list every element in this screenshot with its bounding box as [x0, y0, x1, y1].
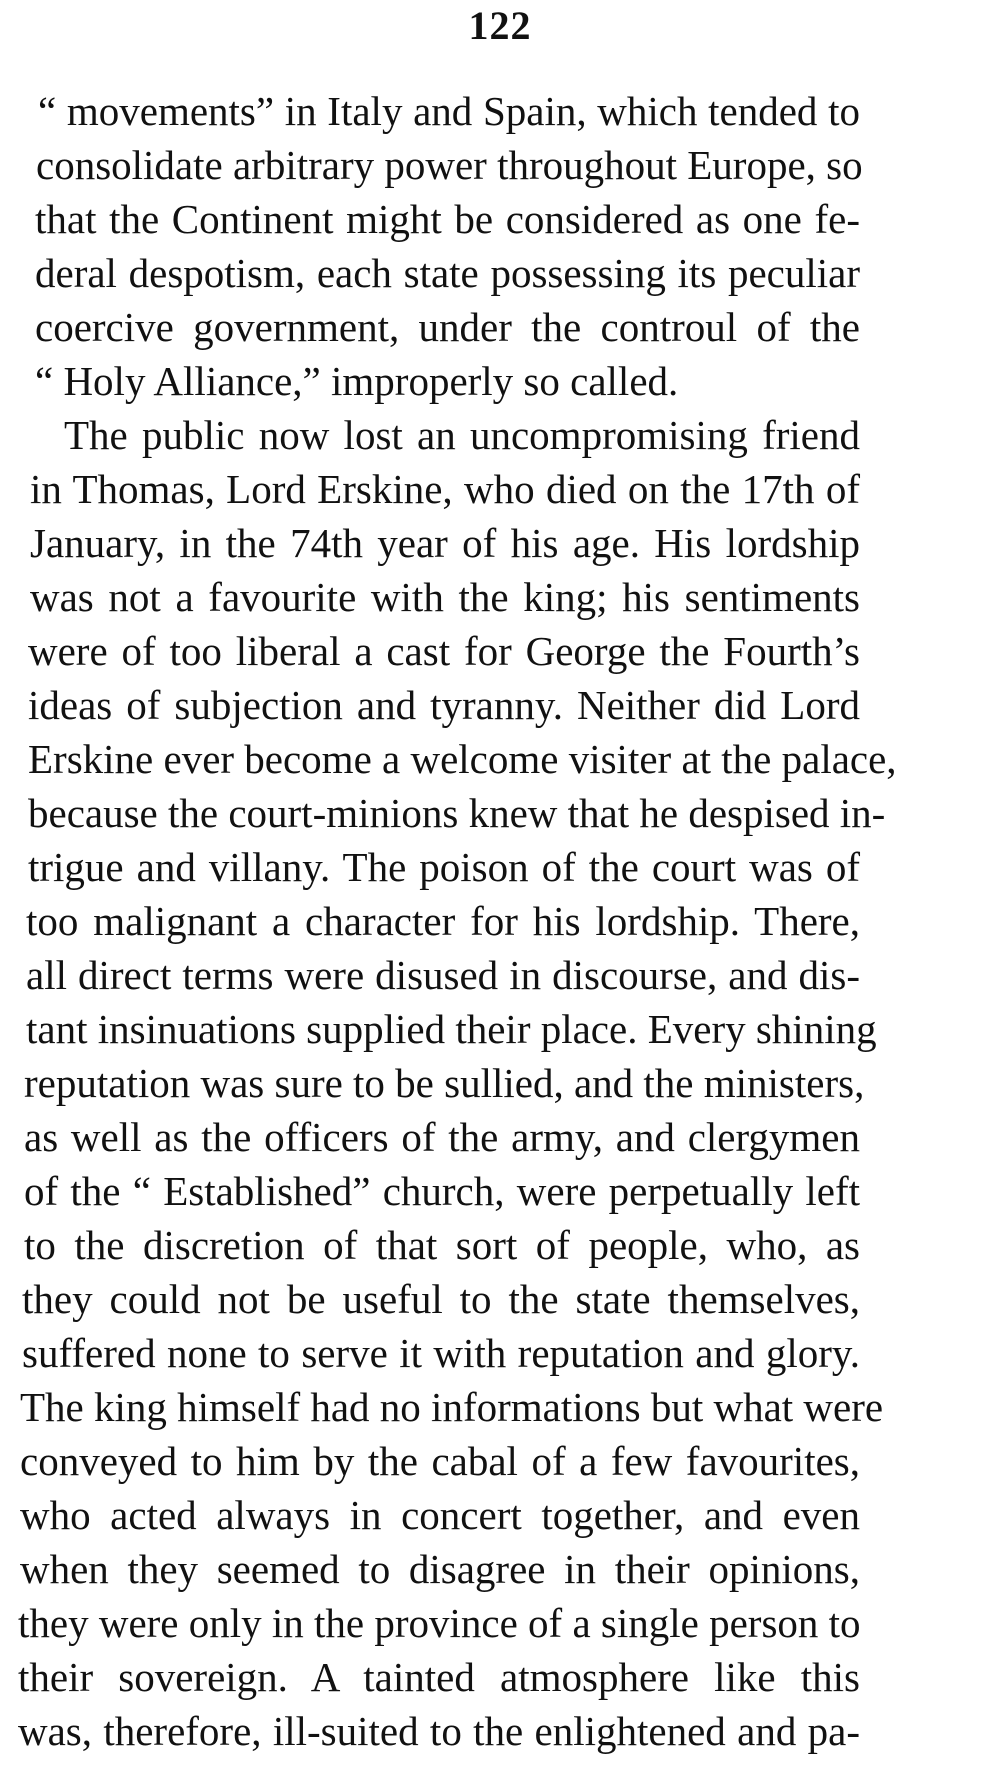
text-line: was, therefore, ill-suited to the enlightened and pa- — [18, 1708, 860, 1754]
text-line: suffered none to serve it with reputation and glory. — [22, 1330, 860, 1376]
text-line: consolidate arbitrary power throughout Europe, so — [36, 142, 863, 188]
text-line: tant insinuations supplied their place. Every shining — [26, 1006, 877, 1052]
text-line: The king himself had no informations but what were — [20, 1384, 884, 1430]
text-line: when they seemed to disagree in their opinions, — [20, 1546, 860, 1592]
text-line: trigue and villany. The poison of the court was of — [28, 844, 860, 890]
text-line: of the “ Established” church, were perpetually left — [24, 1168, 860, 1214]
text-line: were of too liberal a cast for George the Fourth’s — [28, 628, 860, 674]
text-line: too malignant a character for his lordship. There, — [26, 898, 860, 944]
text-line: deral despotism, each state possessing its peculiar — [35, 250, 860, 296]
text-line: their sovereign. A tainted atmosphere like this — [18, 1654, 860, 1700]
text-line: they were only in the province of a single person to — [18, 1600, 861, 1646]
text-line: was not a favourite with the king; his sentiments — [30, 574, 860, 620]
text-line: Erskine ever become a welcome visiter at the palace, — [28, 736, 897, 782]
body-text — [0, 84, 1000, 1758]
page-number: 122 — [468, 3, 532, 48]
text-line: that the Continent might be considered as one fe- — [35, 196, 860, 242]
text-line: The public now lost an uncompromising friend — [64, 412, 860, 458]
text-line: ideas of subjection and tyranny. Neither did Lord — [28, 682, 860, 728]
text-line: reputation was sure to be sullied, and the ministers, — [24, 1060, 865, 1106]
text-line: they could not be useful to the state themselves, — [22, 1276, 860, 1322]
text-line: all direct terms were disused in discourse, and dis- — [26, 952, 860, 998]
text-line: January, in the 74th year of his age. His lordship — [30, 520, 860, 566]
text-line: as well as the officers of the army, and clergymen — [24, 1114, 860, 1160]
text-line: “ movements” in Italy and Spain, which tended to — [38, 88, 860, 134]
text-line: who acted always in concert together, and even — [20, 1492, 860, 1538]
text-line: coercive government, under the controul of the — [35, 304, 860, 350]
text-line: conveyed to him by the cabal of a few favourites, — [20, 1438, 860, 1484]
text-line: because the court-minions knew that he despised in- — [28, 790, 886, 836]
text-line: in Thomas, Lord Erskine, who died on the 17th of — [30, 466, 860, 512]
text-line: “ Holy Alliance,” improperly so called. — [35, 358, 679, 404]
text-line: to the discretion of that sort of people, who, as — [24, 1222, 860, 1268]
